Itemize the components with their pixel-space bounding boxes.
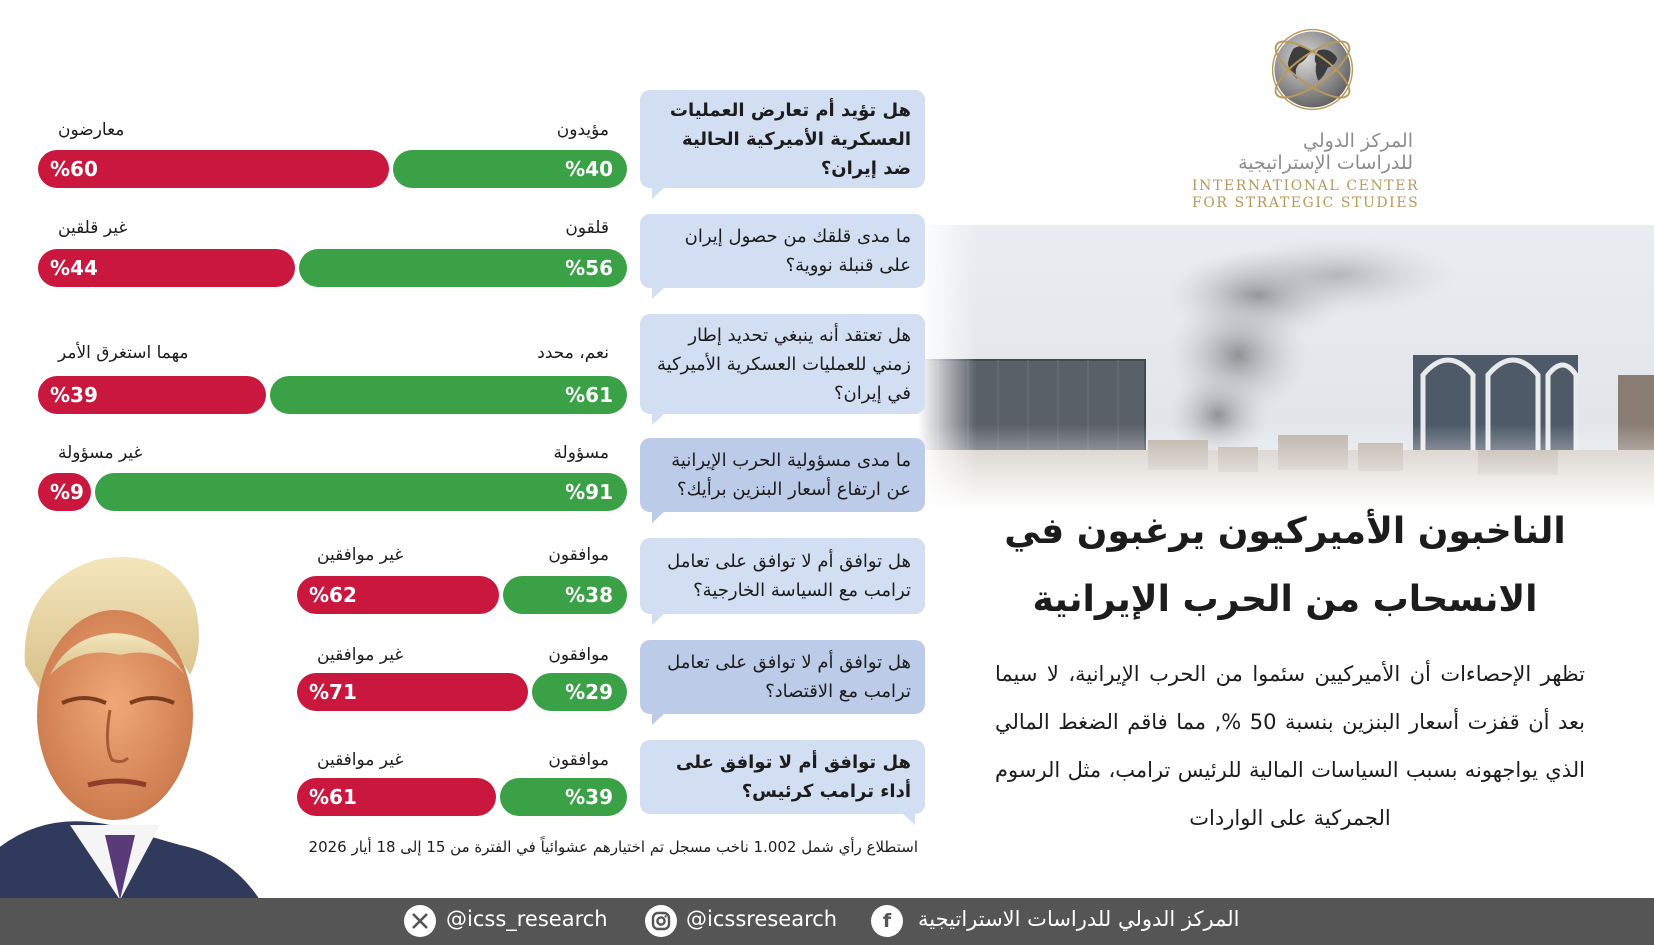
facebook-icon[interactable]: f <box>871 905 903 937</box>
question-box-7 <box>640 740 925 814</box>
instagram-icon[interactable] <box>645 905 677 937</box>
label-no-1: معارضون <box>58 120 125 140</box>
question-box-5 <box>640 538 925 614</box>
x-icon[interactable] <box>404 905 436 937</box>
bar-yes-2: %56 <box>299 249 627 287</box>
bar-no-4: %9 <box>38 473 91 511</box>
intro-paragraph: تظهر الإحصاءات أن الأميركيين سئموا من الحرب الإيرانية، لا سيما بعد أن قفزت أسعار البنزين بنسبة 50 %, مما فاقم الضغط المالي الذي يواجهونه بسبب السياسات المالية للرئيس ترامب، مثل الرسوم الجمركية على الواردات <box>995 662 1585 830</box>
bar-yes-3: %61 <box>270 376 627 414</box>
label-no-5: غير موافقين <box>317 545 404 565</box>
globe-icon <box>1265 22 1360 117</box>
question-text: هل تعتقد أنه ينبغي تحديد إطار زمني للعمليات العسكرية الأميركية في إيران؟ <box>657 324 911 404</box>
label-yes-5: موافقون <box>548 545 609 565</box>
question-text: هل تؤيد أم تعارض العمليات العسكرية الأميركية الحالية ضد إيران؟ <box>669 99 911 179</box>
label-yes-4: مسؤولة <box>553 443 609 463</box>
question-box-1 <box>640 90 925 188</box>
headline-line2: الانسحاب من الحرب الإيرانية <box>1032 579 1538 620</box>
bar-yes-4: %91 <box>95 473 627 511</box>
label-no-2: غير قلقين <box>58 218 128 238</box>
bar-no-7: %61 <box>297 778 496 816</box>
logo-english-line2: FOR STRATEGIC STUDIES <box>1192 195 1420 211</box>
bar-yes-5: %38 <box>503 576 627 614</box>
headline <box>1000 498 1570 634</box>
bar-no-6: %71 <box>297 673 528 711</box>
bar-no-2: %44 <box>38 249 295 287</box>
question-box-2 <box>640 214 925 288</box>
footer-instagram-handle[interactable]: @icssresearch <box>686 907 838 931</box>
question-text: ما مدى قلقك من حصول إيران على قنبلة نووية؟ <box>684 226 911 276</box>
bar-no-3: %39 <box>38 376 266 414</box>
question-text: هل توافق أم لا توافق على أداء ترامب كرئيس؟ <box>676 752 911 802</box>
label-no-4: غير مسؤولة <box>58 443 143 463</box>
question-box-6 <box>640 640 925 714</box>
label-yes-3: نعم، محدد <box>537 343 609 363</box>
label-yes-7: موافقون <box>548 750 609 770</box>
icss-logo <box>1175 22 1435 212</box>
logo-arabic-line1: المركز الدولي <box>1303 130 1413 152</box>
headline-line1: الناخبون الأميركيون يرغبون في <box>1004 511 1566 552</box>
bar-no-1: %60 <box>38 150 389 188</box>
label-yes-6: موافقون <box>548 645 609 665</box>
bar-yes-1: %40 <box>393 150 627 188</box>
question-text: ما مدى مسؤولية الحرب الإيرانية عن ارتفاع أسعار البنزين برأيك؟ <box>671 450 911 500</box>
bar-yes-7: %39 <box>500 778 627 816</box>
label-no-6: غير موافقين <box>317 645 404 665</box>
question-box-3 <box>640 314 925 414</box>
question-box-4 <box>640 438 925 512</box>
question-text: هل توافق أم لا توافق على تعامل ترامب مع الاقتصاد؟ <box>667 652 911 702</box>
label-yes-1: مؤيدون <box>556 120 609 140</box>
label-yes-2: قلقون <box>565 218 609 238</box>
label-no-3: مهما استغرق الأمر <box>58 343 189 363</box>
city-smoke-photo <box>918 225 1654 510</box>
footer-x-handle[interactable]: @icss_research <box>446 907 608 931</box>
portrait-photo <box>0 525 270 900</box>
label-no-7: غير موافقين <box>317 750 404 770</box>
bar-yes-6: %29 <box>532 673 627 711</box>
question-text: هل توافق أم لا توافق على تعامل ترامب مع السياسة الخارجية؟ <box>667 551 911 601</box>
survey-note: استطلاع رأي شمل 1.002 ناخب مسجل تم اختيارهم عشوائياً في الفترة من 15 إلى 18 أيار 2026 <box>308 838 918 856</box>
bar-no-5: %62 <box>297 576 499 614</box>
footer-org-name: المركز الدولي للدراسات الاستراتيجية <box>918 907 1240 931</box>
logo-english-line1: INTERNATIONAL CENTER <box>1192 178 1420 194</box>
logo-arabic-line2: للدراسات الإستراتيجية <box>1238 152 1413 174</box>
footer-bar <box>0 898 1654 945</box>
